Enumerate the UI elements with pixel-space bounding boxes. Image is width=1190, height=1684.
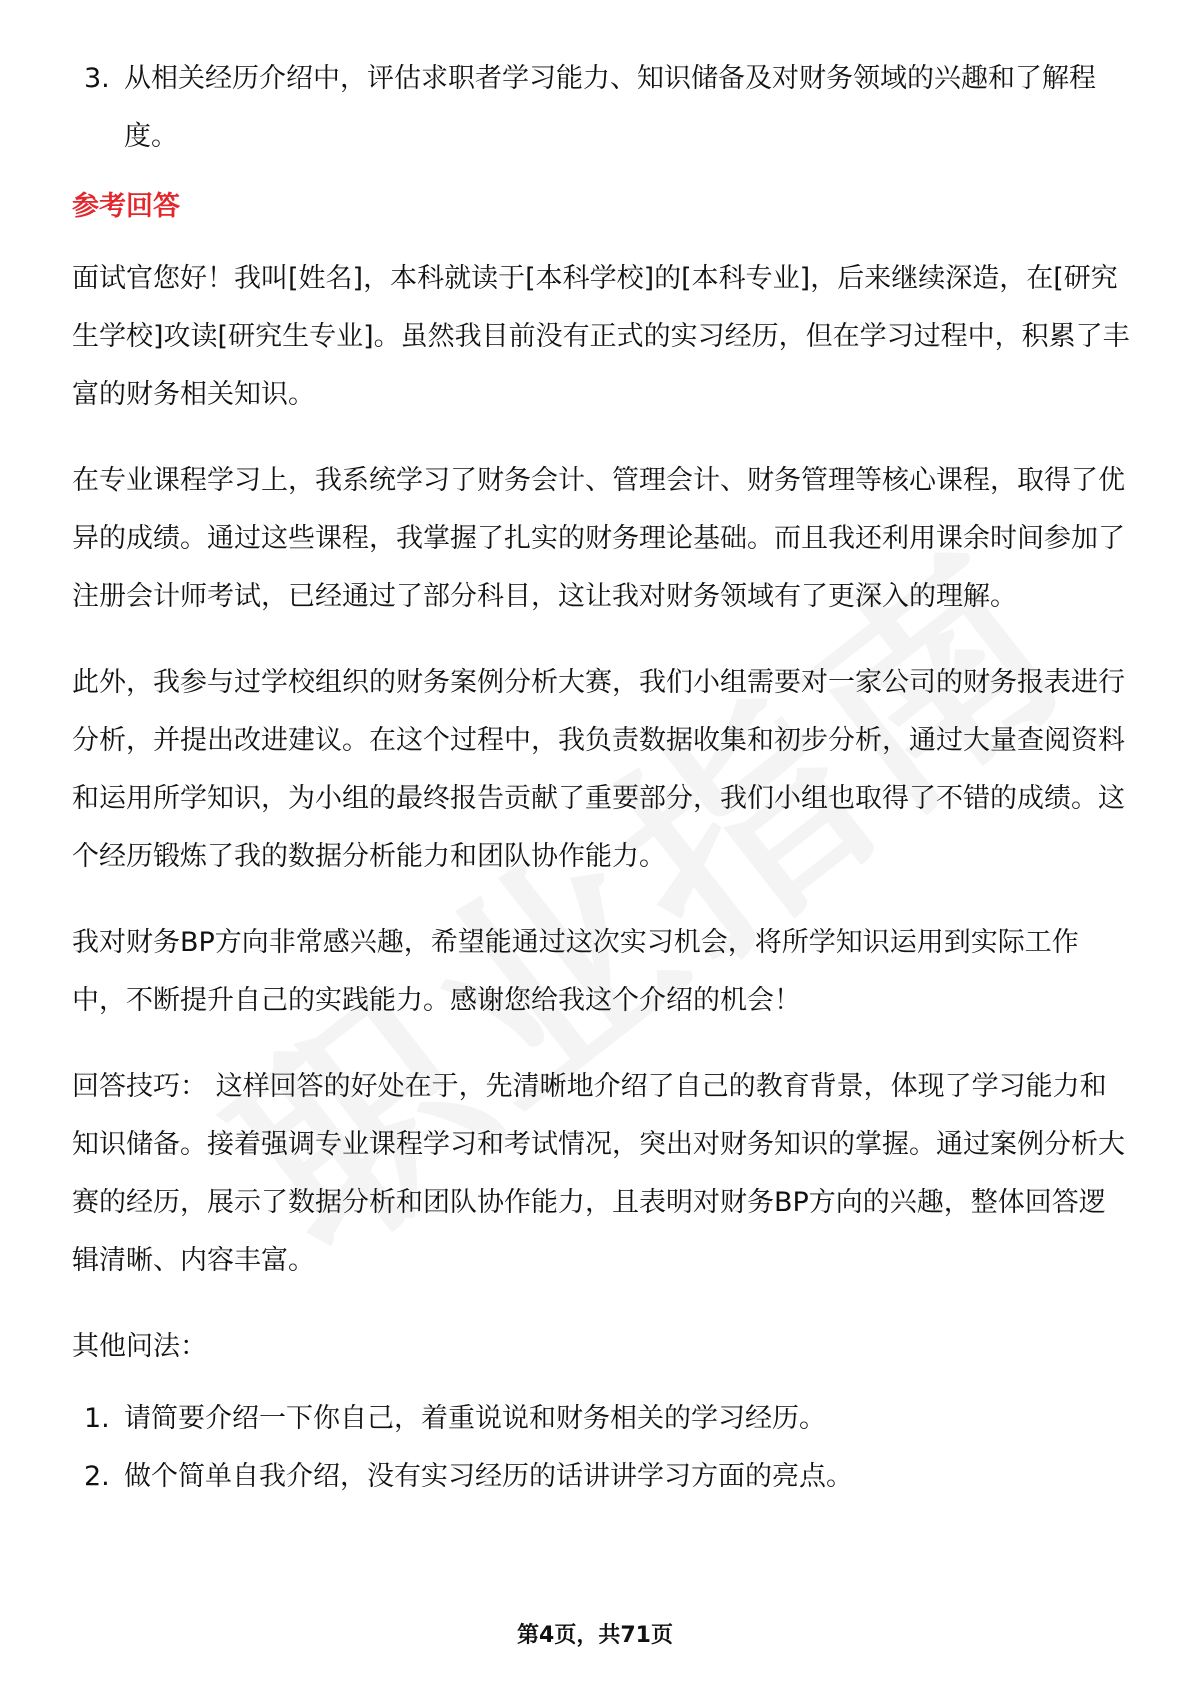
- list-item-number: 2.: [84, 1461, 110, 1492]
- list-item: [72, 1448, 1132, 1506]
- list-item: [72, 1390, 1132, 1448]
- answer-paragraph: 此外，我参与过学校组织的财务案例分析大赛，我们小组需要对一家公司的财务报表进行分析，并提出改进建议。在这个过程中，我负责数据收集和初步分析，通过大量查阅资料和运用所学知识，为小组的最终报告贡献了重要部分，我们小组也取得了不错的成绩。这个经历锻炼了我的数据分析能力和团队协作能力。: [72, 667, 1125, 872]
- list-item: [72, 50, 1132, 166]
- list-item-number: 3.: [84, 63, 110, 94]
- reference-answer-title: 参考回答: [72, 191, 180, 222]
- answer-paragraph: 我对财务BP方向非常感兴趣，希望能通过这次实习机会，将所学知识运用到实际工作中，不断提升自己的实践能力。感谢您给我这个介绍的机会！: [72, 927, 1079, 1016]
- answer-paragraph: 面试官您好！我叫[姓名]，本科就读于[本科学校]的[本科专业]，后来继续深造，在[研究生学校]攻读[研究生专业]。虽然我目前没有正式的实习经历，但在学习过程中，积累了丰富的财务相关知识。: [72, 263, 1130, 410]
- list-item-text: 从相关经历介绍中，评估求职者学习能力、知识储备及对财务领域的兴趣和了解程度。: [124, 63, 1096, 152]
- criteria-list: [72, 50, 1132, 166]
- answer-paragraph: 在专业课程学习上，我系统学习了财务会计、管理会计、财务管理等核心课程，取得了优异的成绩。通过这些课程，我掌握了扎实的财务理论基础。而且我还利用课余时间参加了注册会计师考试，已经通过了部分科目，这让我对财务领域有了更深入的理解。: [72, 465, 1125, 612]
- document-body: [72, 50, 1132, 1506]
- page-number-footer: 第4页，共71页: [517, 1623, 673, 1648]
- other-questions-title: 其他问法：: [72, 1331, 207, 1362]
- other-questions-list: [72, 1390, 1132, 1506]
- list-item-text: 做个简单自我介绍，没有实习经历的话讲讲学习方面的亮点。: [124, 1461, 853, 1492]
- list-item-number: 1.: [84, 1403, 110, 1434]
- answer-tips-paragraph: 回答技巧： 这样回答的好处在于，先清晰地介绍了自己的教育背景，体现了学习能力和知识储备。接着强调专业课程学习和考试情况，突出对财务知识的掌握。通过案例分析大赛的经历，展示了数据分析和团队协作能力，且表明对财务BP方向的兴趣，整体回答逻辑清晰、内容丰富。: [72, 1071, 1125, 1276]
- list-item-text: 请简要介绍一下你自己，着重说说和财务相关的学习经历。: [124, 1403, 826, 1434]
